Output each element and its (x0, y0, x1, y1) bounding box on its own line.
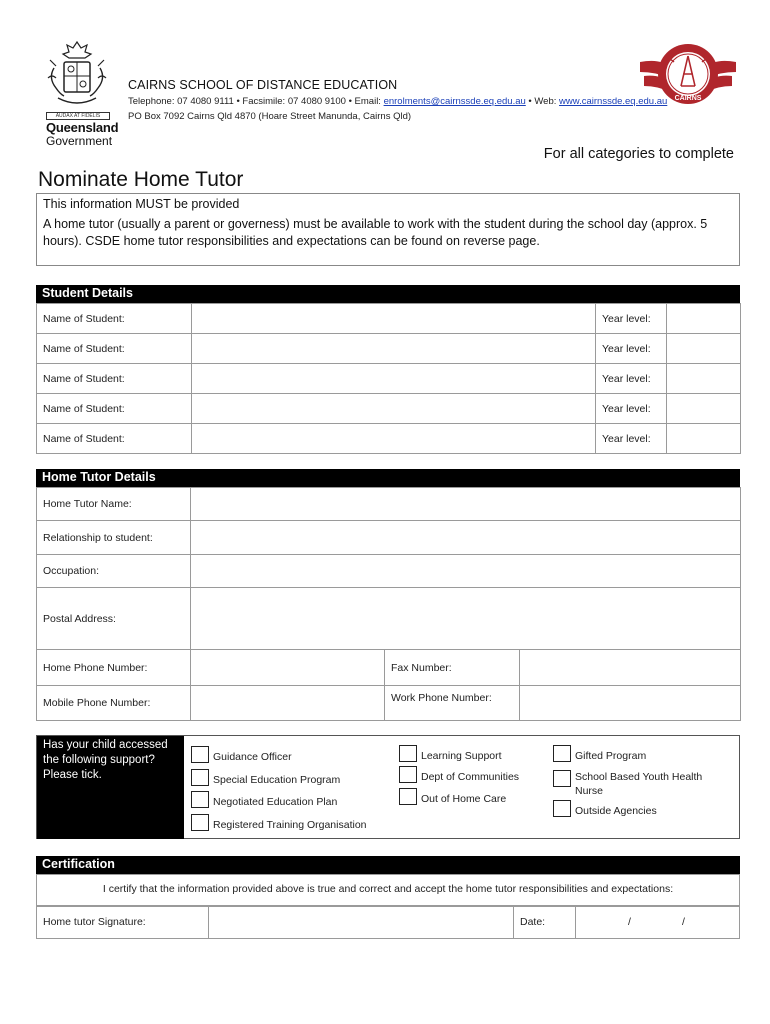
mobile-phone-label: Mobile Phone Number: (37, 686, 191, 721)
signature-label: Home tutor Signature: (37, 907, 209, 938)
support-option[interactable] (191, 769, 340, 787)
option-label: Guidance Officer (213, 751, 292, 763)
support-question: Has your child accessed the following support? Please tick. (37, 736, 184, 839)
mobile-phone-field[interactable] (191, 686, 385, 721)
logo-subtitle: Government (46, 134, 113, 148)
postal-address-field[interactable] (191, 588, 741, 650)
tutor-name-label: Home Tutor Name: (37, 488, 191, 521)
certification-text: I certify that the information provided above is true and correct and accept the home tutor responsibilities and expectations: (36, 874, 740, 906)
tutor-name-row (37, 488, 741, 521)
checkbox[interactable] (399, 745, 417, 762)
year-level-label: Year level: (596, 334, 667, 364)
checkbox[interactable] (399, 766, 417, 783)
student-name-field[interactable] (192, 424, 596, 454)
year-level-label: Year level: (596, 394, 667, 424)
home-tutor-details-title: Home Tutor Details (42, 470, 156, 484)
page-title: Nominate Home Tutor (38, 168, 244, 191)
info-must: This information MUST be provided (43, 197, 240, 211)
address-line: PO Box 7092 Cairns Qld 4870 (Hoare Street Manunda, Cairns Qld) (128, 111, 412, 122)
support-option[interactable] (191, 746, 292, 764)
checkbox[interactable] (553, 745, 571, 762)
home-phone-field[interactable] (191, 650, 385, 686)
postal-address-label: Postal Address: (37, 588, 191, 650)
student-details-table (36, 303, 741, 454)
relationship-field[interactable] (191, 521, 741, 555)
occupation-field[interactable] (191, 555, 741, 588)
checkbox[interactable] (553, 800, 571, 817)
date-field[interactable] (576, 907, 739, 938)
signature-field[interactable] (209, 907, 514, 938)
option-label: Dept of Communities (421, 771, 520, 783)
year-level-field[interactable] (667, 304, 741, 334)
tutor-name-field[interactable] (191, 488, 741, 521)
contact-prefix: Telephone: 07 4080 9111 • Facsimile: 07 4080 9100 • Email: (128, 96, 384, 107)
checkbox[interactable] (553, 770, 571, 787)
school-badge-logo (636, 38, 740, 112)
website-link[interactable]: www.cairnssde.eq.edu.au (559, 96, 668, 107)
year-level-label: Year level: (596, 364, 667, 394)
support-option[interactable] (399, 788, 506, 806)
support-option[interactable] (399, 766, 519, 784)
home-tutor-details-header (36, 469, 740, 487)
student-name-field[interactable] (192, 304, 596, 334)
student-row (37, 424, 741, 454)
email-link[interactable]: enrolments@cairnssde.eq.edu.au (383, 96, 526, 107)
student-name-field[interactable] (192, 394, 596, 424)
support-option[interactable] (553, 770, 733, 798)
home-phone-label: Home Phone Number: (37, 650, 191, 686)
logo-name: Queensland (46, 120, 119, 135)
support-option[interactable] (191, 791, 337, 809)
postal-row (37, 588, 741, 650)
certification-header (36, 856, 740, 874)
checkbox[interactable] (399, 788, 417, 805)
signature-row (36, 906, 740, 939)
checkbox[interactable] (191, 769, 209, 786)
student-details-header (36, 285, 740, 303)
support-section (36, 735, 740, 839)
info-box (36, 193, 740, 266)
fax-label: Fax Number: (385, 650, 520, 686)
option-label: Special Education Program (213, 774, 341, 786)
student-name-label: Name of Student: (37, 424, 192, 454)
year-level-label: Year level: (596, 424, 667, 454)
categories-note: For all categories to complete (543, 146, 734, 162)
year-level-field[interactable] (667, 334, 741, 364)
option-label: School Based Youth Health Nurse (575, 771, 703, 797)
year-level-field[interactable] (667, 424, 741, 454)
support-option[interactable] (399, 745, 502, 763)
badge-text: CAIRNS (674, 95, 702, 102)
student-row (37, 394, 741, 424)
student-row (37, 334, 741, 364)
web-prefix: • Web: (525, 96, 560, 107)
student-name-label: Name of Student: (37, 334, 192, 364)
checkbox[interactable] (191, 746, 209, 763)
student-details-title: Student Details (42, 286, 133, 300)
support-option[interactable] (553, 800, 657, 818)
contact-line (128, 96, 667, 107)
occupation-row (37, 555, 741, 588)
student-name-label: Name of Student: (37, 304, 192, 334)
fax-field[interactable] (520, 650, 741, 686)
date-label: Date: (514, 907, 576, 938)
option-label: Negotiated Education Plan (213, 796, 338, 808)
qld-government-logo (36, 38, 120, 148)
coat-of-arms-icon (44, 38, 110, 114)
date-separator: / (628, 916, 631, 928)
date-separator: / (682, 916, 685, 928)
home-tutor-table (36, 487, 741, 721)
student-name-label: Name of Student: (37, 364, 192, 394)
certification-title: Certification (42, 857, 115, 871)
option-label: Outside Agencies (575, 805, 657, 817)
student-row (37, 304, 741, 334)
year-level-field[interactable] (667, 364, 741, 394)
student-name-field[interactable] (192, 364, 596, 394)
student-row (37, 364, 741, 394)
year-level-label: Year level: (596, 304, 667, 334)
checkbox[interactable] (191, 791, 209, 808)
relationship-label: Relationship to student: (37, 521, 191, 555)
support-option[interactable] (553, 745, 646, 763)
work-phone-field[interactable] (520, 686, 741, 721)
option-label: Gifted Program (575, 750, 647, 762)
checkbox[interactable] (191, 814, 209, 831)
info-text: A home tutor (usually a parent or governess) must be available to work with the student during the school day (approx. 5 hours). CSDE home tutor responsibilities and expectations can be found on reverse page. (43, 217, 708, 248)
occupation-label: Occupation: (37, 555, 191, 588)
mobile-row (37, 686, 741, 721)
year-level-field[interactable] (667, 394, 741, 424)
relationship-row (37, 521, 741, 555)
support-option[interactable] (191, 814, 367, 832)
phone-row (37, 650, 741, 686)
crest-motto: AUDAX AT FIDELIS (46, 112, 110, 120)
option-label: Out of Home Care (421, 793, 507, 805)
school-name: CAIRNS SCHOOL OF DISTANCE EDUCATION (128, 78, 398, 92)
school-info (128, 78, 667, 122)
option-label: Registered Training Organisation (213, 819, 367, 831)
work-phone-label: Work Phone Number: (385, 686, 520, 721)
student-name-label: Name of Student: (37, 394, 192, 424)
student-name-field[interactable] (192, 334, 596, 364)
option-label: Learning Support (421, 750, 502, 762)
